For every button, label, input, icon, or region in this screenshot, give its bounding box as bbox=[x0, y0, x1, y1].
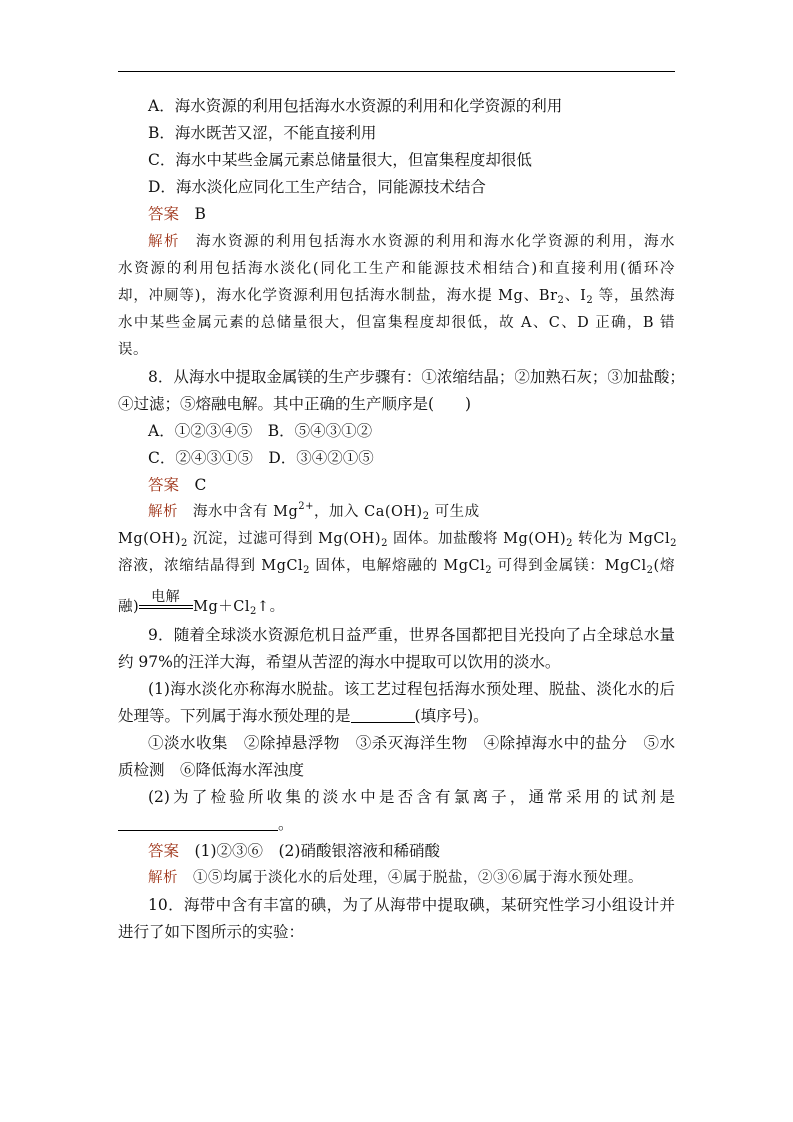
q9-items-line-1: ①淡水收集 ②除掉悬浮物 ③杀灭海洋生物 ④除掉海水中的盐分 ⑤水 bbox=[148, 734, 675, 752]
header-rule bbox=[118, 71, 675, 72]
answer-value: C bbox=[194, 476, 207, 494]
q8-stem-line-1: 8．从海水中提取金属镁的生产步骤有：①浓缩结晶；②加熟石灰；③加盐酸； bbox=[148, 368, 685, 386]
q7-analysis-line-3: 却，冲厕等)，海水化学资源利用包括海水制盐，海水提 Mg、$Br_2$、$I_2$ 等，虽然海 bbox=[118, 288, 676, 306]
q9-part1-line-1: (1)海水淡化亦称海水脱盐。该工艺过程包括海水预处理、脱盐、淡化水的后 bbox=[148, 680, 675, 698]
answer-label: 答案 bbox=[148, 476, 180, 494]
q9-stem-line-1: 9．随着全球淡水资源危机日益严重，世界各国都把目光投向了占全球总水量 bbox=[148, 626, 675, 644]
q8-analysis-line-3: 溶液，浓缩结晶得到 MgCl$_2$ 固体，电解熔融的 MgCl$_2$ 可得到金属镁：MgCl$_2$(熔 bbox=[118, 558, 675, 576]
q9-items-line-2: 质检测 ⑥降低海水浑浊度 bbox=[118, 761, 305, 779]
answer-value: (1)②③⑥ (2)硝酸银溶液和稀硝酸 bbox=[194, 842, 440, 860]
analysis-label: 解析 bbox=[148, 870, 178, 886]
q9-stem-line-2: 约 97%的汪洋大海，希望从苦涩的海水中提取可以饮用的淡水。 bbox=[118, 653, 561, 671]
q9-part2-line-1: (2)为了检验所收集的淡水中是否含有氯离子，通常采用的试剂是 bbox=[148, 788, 675, 806]
q7-answer bbox=[148, 204, 206, 224]
q7-option-a: A．海水资源的利用包括海水水资源的利用和化学资源的利用 bbox=[148, 97, 563, 115]
q10-stem-line-1: 10．海带中含有丰富的碘，为了从海带中提取碘，某研究性学习小组设计并 bbox=[148, 896, 675, 914]
q7-analysis-line-1: 解析 海水资源的利用包括海水水资源的利用和海水化学资源的利用，海水 bbox=[148, 234, 675, 250]
q9-answer bbox=[148, 841, 440, 861]
q9-part1-line-2: 处理等。下列属于海水预处理的是 (填序号)。 bbox=[118, 707, 489, 725]
q9-analysis: 解析 ①⑤均属于淡化水的后处理，④属于脱盐，②③⑥属于海水预处理。 bbox=[148, 870, 643, 886]
analysis-label: 解析 bbox=[148, 234, 180, 250]
analysis-label: 解析 bbox=[148, 504, 178, 520]
answer-value: B bbox=[194, 205, 206, 223]
answer-blank[interactable] bbox=[118, 814, 278, 831]
q7-option-c: C．海水中某些金属元素总储量很大，但富集程度却很低 bbox=[148, 151, 532, 169]
q8-analysis-line-2: $Mg(OH)_2$ 沉淀，过滤可得到 $Mg(OH)_2$ 固体。加盐酸将 $Mg(OH)_2$ 转化为 MgCl$_2$ bbox=[118, 531, 677, 549]
q8-options-ab: A．①②③④⑤ B．⑤④③①② bbox=[148, 422, 373, 440]
answer-label: 答案 bbox=[148, 842, 180, 860]
answer-label: 答案 bbox=[148, 205, 180, 223]
q7-option-b: B．海水既苦又涩，不能直接利用 bbox=[148, 124, 377, 142]
q7-analysis-line-2: 水资源的利用包括海水淡化(同化工生产和能源技术相结合)和直接利用(循环冷 bbox=[118, 261, 675, 277]
q8-stem-line-2: ④过滤；⑤熔融电解。其中正确的生产顺序是( ) bbox=[118, 395, 472, 413]
q7-option-d: D．海水淡化应同化工生产结合，同能源技术结合 bbox=[148, 178, 486, 196]
q7-analysis-line-5: 误。 bbox=[118, 342, 148, 358]
answer-blank[interactable] bbox=[351, 706, 415, 723]
q8-options-cd: C．②④③①⑤ D．③④②①⑤ bbox=[148, 449, 374, 467]
q8-answer bbox=[148, 475, 206, 495]
q7-analysis-line-4: 水中某些金属元素的总储量很大，但富集程度却很低，故 A、C、D 正确，B 错 bbox=[118, 315, 675, 331]
electrolysis-arrow: 电解 bbox=[139, 605, 193, 609]
q9-part2-line-2: 。 bbox=[118, 814, 294, 834]
q10-stem-line-2: 进行了如下图所示的实验： bbox=[118, 923, 305, 941]
q8-analysis-line-1: 解析 海水中含有 $Mg^{2+}$，加入 $Ca(OH)_2$ 可生成 bbox=[148, 501, 480, 522]
q8-analysis-line-4: 融) 电解 $Mg+Cl_2↑$。 bbox=[118, 589, 285, 617]
